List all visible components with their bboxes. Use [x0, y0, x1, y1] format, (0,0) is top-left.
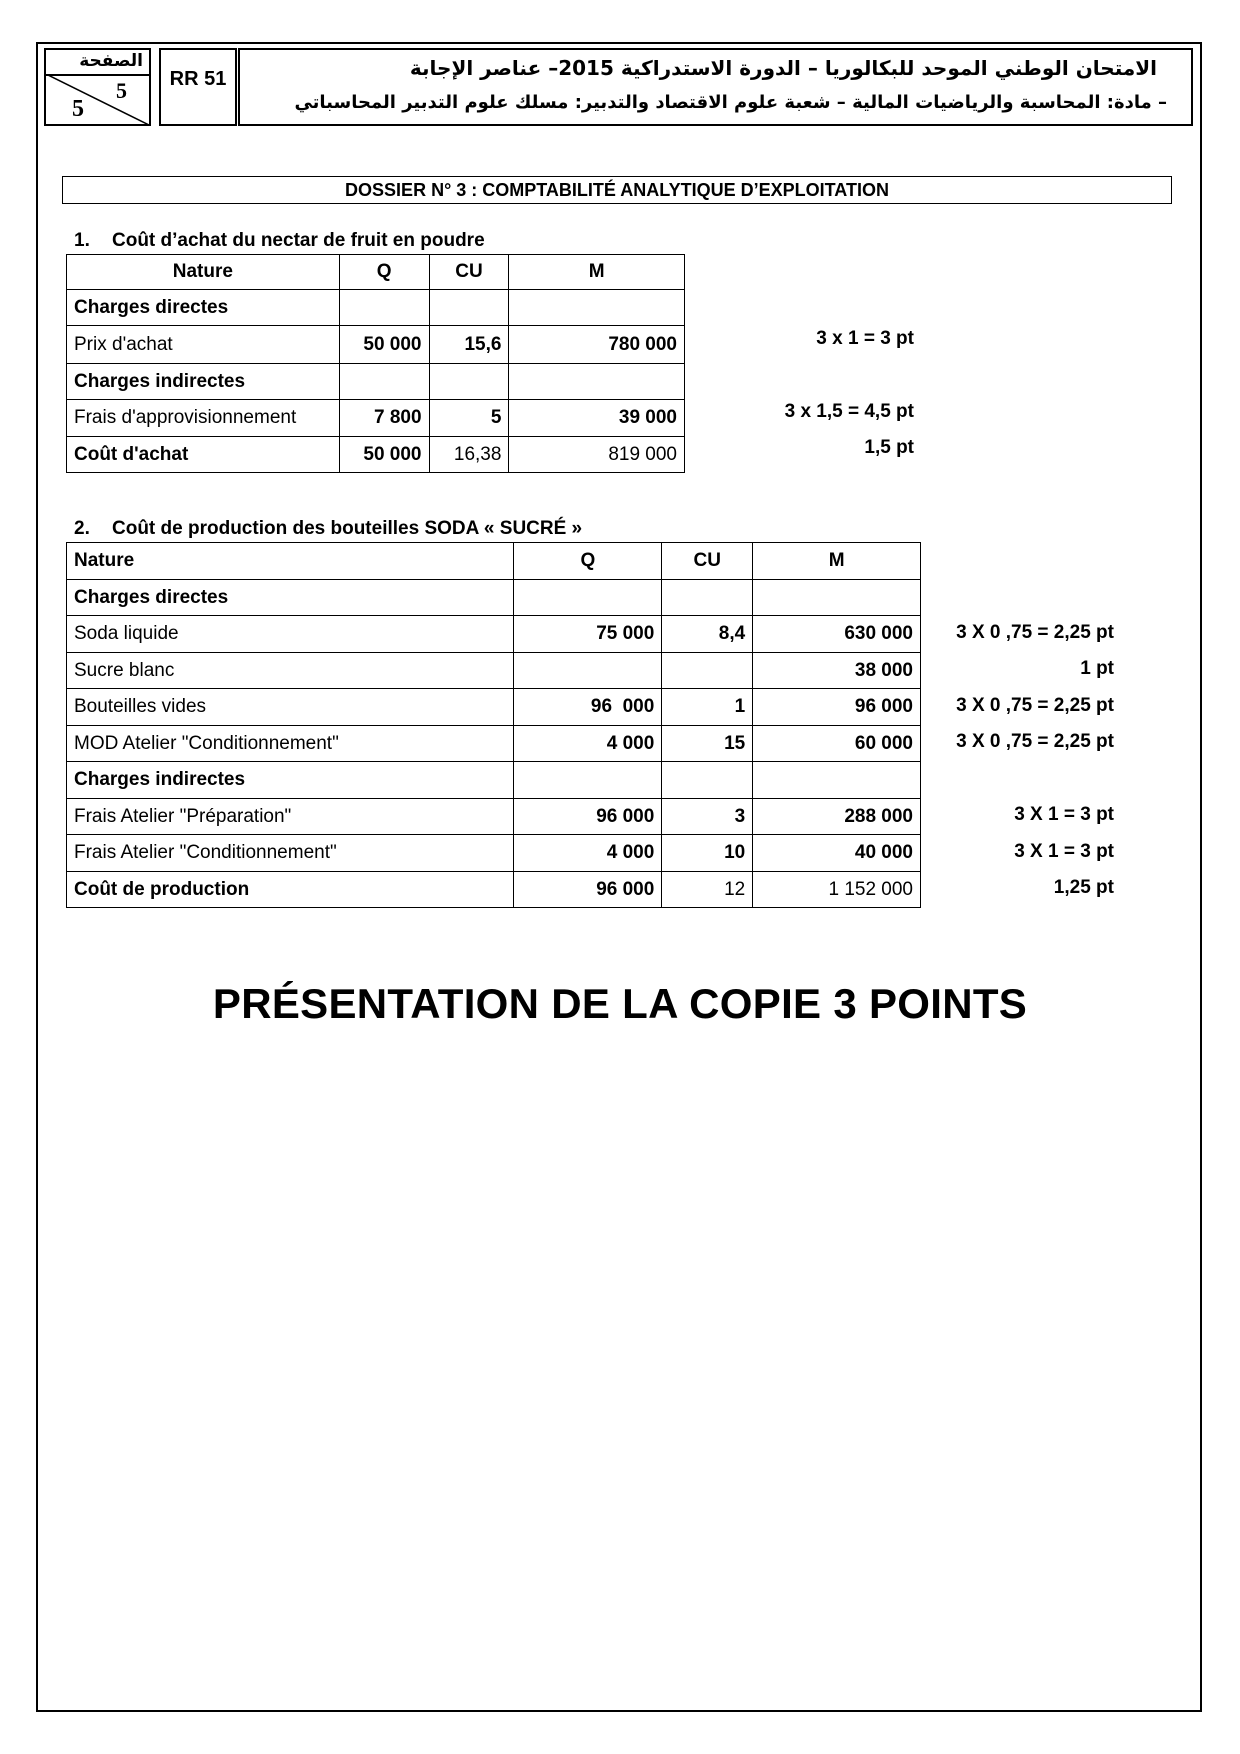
- row-cu: 12: [662, 872, 753, 908]
- row-q: 96 000: [514, 689, 662, 726]
- row-q: 4 000: [514, 835, 662, 872]
- points-label: 3 x 1,5 = 4,5 pt: [784, 401, 914, 422]
- row-m: 780 000: [509, 326, 685, 364]
- row-nature: Coût de production: [67, 872, 514, 908]
- row-nature: Prix d'achat: [67, 326, 340, 364]
- row-m: 96 000: [753, 689, 921, 726]
- row-q: 75 000: [514, 616, 662, 653]
- row-q: 50 000: [339, 326, 429, 364]
- table-row: [67, 364, 685, 400]
- table-row: [67, 437, 685, 473]
- exam-title-line1: الامتحان الوطني الموحد للبكالوريا – الدورة الاستدراكية 2015– عناصر الإجابة: [409, 56, 1157, 80]
- table-row: [67, 290, 685, 326]
- points-label: 3 X 1 = 3 pt: [1014, 841, 1114, 862]
- col-header-cu: CU: [662, 543, 753, 580]
- row-nature: Sucre blanc: [67, 653, 514, 689]
- row-nature: Frais d'approvisionnement: [67, 400, 340, 437]
- row-q: 50 000: [339, 437, 429, 473]
- page-number-box: [44, 48, 151, 126]
- table-row: [67, 616, 921, 653]
- row-nature: Frais Atelier "Conditionnement": [67, 835, 514, 872]
- table-row: [67, 872, 921, 908]
- col-header-m: M: [753, 543, 921, 580]
- row-q: 96 000: [514, 872, 662, 908]
- row-m: [509, 290, 685, 326]
- row-q: [339, 290, 429, 326]
- col-header-nature: Nature: [67, 543, 514, 580]
- section2-heading: [74, 518, 582, 540]
- row-m: 40 000: [753, 835, 921, 872]
- row-q: [514, 762, 662, 799]
- table-row: [67, 726, 921, 762]
- exam-code-box: [159, 48, 237, 126]
- row-q: 7 800: [339, 400, 429, 437]
- row-cu: [662, 762, 753, 799]
- page-total: 5: [72, 96, 84, 122]
- row-cu: 10: [662, 835, 753, 872]
- row-q: [339, 364, 429, 400]
- table-row: [67, 580, 921, 616]
- row-cu: [662, 580, 753, 616]
- table-header-row: [67, 543, 921, 580]
- dossier-title: DOSSIER N° 3 : COMPTABILITÉ ANALYTIQUE D’EXPLOITATION: [62, 176, 1172, 204]
- table-row: [67, 835, 921, 872]
- page-label: الصفحة: [79, 51, 143, 71]
- points-label: 1,25 pt: [1053, 877, 1114, 898]
- section1-table: [66, 254, 685, 473]
- col-header-nature: Nature: [67, 255, 340, 290]
- table-row: [67, 653, 921, 689]
- table-row: [67, 689, 921, 726]
- row-nature: Charges directes: [67, 580, 514, 616]
- row-m: 819 000: [509, 437, 685, 473]
- row-m: 60 000: [753, 726, 921, 762]
- points-label: 3 X 0 ,75 = 2,25 pt: [956, 622, 1114, 643]
- row-q: 4 000: [514, 726, 662, 762]
- section2-number: 2.: [74, 518, 90, 539]
- row-nature: Charges directes: [67, 290, 340, 326]
- page-box-diagonal: [46, 74, 151, 126]
- row-q: 96 000: [514, 799, 662, 835]
- col-header-m: M: [509, 255, 685, 290]
- row-nature: Charges indirectes: [67, 762, 514, 799]
- row-m: 1 152 000: [753, 872, 921, 908]
- section1-title: Coût d’achat du nectar de fruit en poudre: [112, 230, 485, 251]
- row-cu: 15,6: [429, 326, 509, 364]
- points-label: 1 pt: [1080, 658, 1114, 679]
- row-m: [753, 762, 921, 799]
- exam-title-box: [238, 48, 1193, 126]
- presentation-note: PRÉSENTATION DE LA COPIE 3 POINTS: [212, 980, 1028, 1027]
- row-m: 630 000: [753, 616, 921, 653]
- row-nature: Bouteilles vides: [67, 689, 514, 726]
- table-row: [67, 799, 921, 835]
- table-row: [67, 326, 685, 364]
- section1-number: 1.: [74, 230, 90, 251]
- row-nature: Frais Atelier "Préparation": [67, 799, 514, 835]
- row-nature: Charges indirectes: [67, 364, 340, 400]
- row-cu: 16,38: [429, 437, 509, 473]
- row-cu: 8,4: [662, 616, 753, 653]
- row-cu: [662, 653, 753, 689]
- points-label: 3 X 0 ,75 = 2,25 pt: [956, 731, 1114, 752]
- row-m: [753, 580, 921, 616]
- table-row: [67, 400, 685, 437]
- section2-title: Coût de production des bouteilles SODA « SUCRÉ »: [112, 518, 583, 539]
- row-cu: [429, 364, 509, 400]
- row-m: [509, 364, 685, 400]
- row-nature: Soda liquide: [67, 616, 514, 653]
- row-nature: Coût d'achat: [67, 437, 340, 473]
- points-label: 1,5 pt: [864, 437, 914, 458]
- page-current: 5: [116, 78, 127, 103]
- row-m: 288 000: [753, 799, 921, 835]
- row-cu: 1: [662, 689, 753, 726]
- table-header-row: [67, 255, 685, 290]
- row-m: 38 000: [753, 653, 921, 689]
- section1-heading: [74, 230, 485, 252]
- row-cu: 5: [429, 400, 509, 437]
- row-cu: 15: [662, 726, 753, 762]
- col-header-q: Q: [514, 543, 662, 580]
- table-row: [67, 762, 921, 799]
- exam-code: RR 51: [169, 68, 227, 90]
- section2-table: [66, 542, 921, 908]
- col-header-cu: CU: [429, 255, 509, 290]
- col-header-q: Q: [339, 255, 429, 290]
- points-label: 3 X 0 ,75 = 2,25 pt: [956, 695, 1114, 716]
- points-label: 3 x 1 = 3 pt: [816, 328, 914, 349]
- row-nature: MOD Atelier "Conditionnement": [67, 726, 514, 762]
- exam-title-line2: – مادة: المحاسبة والرياضيات المالية – شعبة علوم الاقتصاد والتدبير: مسلك علوم التدبير المحاسباتي: [294, 92, 1167, 113]
- row-m: 39 000: [509, 400, 685, 437]
- row-q: [514, 580, 662, 616]
- row-cu: 3: [662, 799, 753, 835]
- points-label: 3 X 1 = 3 pt: [1014, 804, 1114, 825]
- row-q: [514, 653, 662, 689]
- row-cu: [429, 290, 509, 326]
